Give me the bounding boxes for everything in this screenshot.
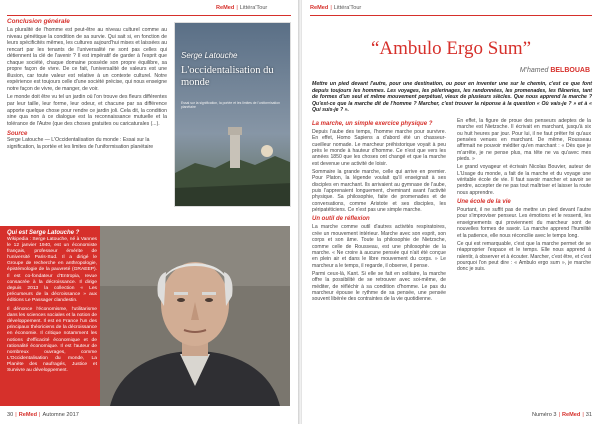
left-text-column [7, 18, 167, 150]
right-running-head: ReMed | Littéra'Tour [310, 5, 362, 11]
top-rule [7, 15, 291, 16]
section-heading: Une école de la vie [457, 199, 511, 206]
paragraph: La pluralité de l'homme est peut-être au niveau culturel comme au niveau génétique la condition de sa survie. Qui sait si, en fonction de leurs spécificités mêmes, les cultures aujourd'hui mises et laissées au rencart par les tenants de l'universalité ne sont pas celles qui détiennent la clé de l'avenir ? Il est impératif de garder à l'esprit que chaque société, chaque domaine possède son propre équilibre, sa propre façon de vivre. De ce fait, l'universalité de valeurs est une illusion, car toute valeur est relative à un contexte culturel. Notre expérience est toujours celle d'une société précise, qui nous enseigne notre façon de vivre, de manger, de voir. [7, 27, 167, 92]
paragraph: Pourtant, il ne suffit pas de mettre un pied devant l'autre pour s'improviser penseur. Les émotions et le ressenti, les enseignements qui proviennent du marcheur sont de nouvelles formes de savoir. La marche apprend l'humilité et la patience, elle nous réconcilie avec le temps long. [457, 207, 591, 239]
page-number: 30 [7, 412, 14, 418]
article-column-1 [312, 118, 446, 305]
paragraph: Depuis l'aube des temps, l'homme marche pour survivre. En effet, Homo Sapiens a d'abord été un chasseur-cueilleur nomade. Le marcheur préhistorique voyait à peu près le monde à hauteur d'homme. Ce n'est que vers les années 1850 que les choses ont changé et que la marche est devenue une activité de loisir. [312, 129, 446, 167]
source-text: Serge Latouche — L'Occidentalisation du monde : Essai sur la signification, la portée et les limites de l'uniformisation planétaire [7, 137, 154, 150]
right-footer: Numéro 3 | ReMed | 31 [531, 412, 592, 418]
cover-author: Serge Latouche [181, 51, 238, 60]
left-footer: 30 | ReMed | Automne 2017 [7, 412, 79, 418]
article-author: M'hamed BELBOUAB [519, 67, 590, 74]
cover-subtitle: Essai sur la signification, la portée et les limites de l'uniformisation planétaire [181, 101, 281, 109]
article-column-2 [457, 118, 591, 275]
section-heading: La marche, un simple exercice physique ? [312, 121, 433, 127]
paragraph: La marche comme outil d'autres activités respiratoires, crée un mouvement intérieur. Marche avec son esprit, son corps et son âme. Toute la philosophie de Nietzsche, comme celle de Rousseau, est une philosophie de la marche. « Ne croire à aucune pensée qui n'ait été conçue en plein air et dans le libre mouvement du corps. » Le marcheur a le temps, il regarde, il observe, il pense. [312, 224, 446, 269]
left-page [0, 0, 298, 424]
page-number: 31 [585, 412, 592, 418]
bio-paragraph: Il dénonce l'économisme, l'utilitarisme dans les sciences sociales et la notion de développement. Il est en France l'un des principaux théoriciens de la décroissance en économie. Il critique notamment les notions d'efficacité économique et de rationalité économique. Il est l'auteur de nombreux ouvrages, comme L'Occidentalisation du monde, La Planète des naufragés, Justice et Survivre au développement. [7, 307, 97, 373]
left-running-head: ReMed | Littéra'Tour [216, 5, 268, 11]
paragraph: Parmi ceux-là, Kant. Si elle se fait en solitaire, la marche offre la possibilité de se retrouver avec soi-même, de méditer, de réfléchir à sa condition d'homme. Le pas du marcheur épouse le rythme de sa pensée, une pensée souvent libérée des contraintes de la vie quotidienne. [312, 270, 446, 303]
cover-title: L'occidentalisation du monde [181, 65, 274, 88]
paragraph: En effet, la figure de proue des penseurs adeptes de la marche est Nietzsche. Il écrivait en marchant, jusqu'à six ou huit heures par jour. Pour lui, il ne faut prêter foi qu'aux pensées venues en marchant. De même, Rousseau affirmait ne pouvoir méditer qu'en marchant : « Dès que je m'arrête, je ne pense plus, ma tête ne va qu'avec mes pieds. » [457, 118, 591, 163]
portrait-image [100, 226, 290, 406]
paragraph: Ce qui est remarquable, c'est que la marche permet de se réapproprier l'espace et le temps. Elle nous apprend à ralentir, à observer et à écouter. Marcher, c'est être, et c'est pourquoi l'on peut dire : « Ambulo ergo sum », je marche donc je suis. [457, 240, 591, 273]
bio-text [7, 230, 97, 377]
paragraph: Le grand voyageur et écrivain Nicolas Bouvier, auteur de L'Usage du monde, a fait de la marche et du voyage une véritable école de vie. Il faut savoir marcher et savoir se perdre, accepter de ne pas tout maîtriser et laisser la route nous apprendre. [457, 164, 591, 196]
source-heading: Source [7, 131, 28, 138]
right-page [302, 0, 600, 424]
article-lead: Mettre un pied devant l'autre, pour une destination, ou pour en inventer une sur le chemin, c'est ce que font depuis toujours les hommes. Les voyages, les pèlerinages, les randonnées, les promenades, les flâneries, tant de formes d'un seul et même mouvement perpétuel, vieux de plusieurs siècles. Que nous apprend la marche ? Qu'est-ce que la marche dit de l'homme ? Marcher, c'est trouver la réponse à la question « Où vais-je ? » et à « Qui suis-je ? ». [312, 81, 592, 114]
bio-heading: Qui est Serge Latouche ? [7, 230, 80, 236]
article-title: “Ambulo Ergo Sum” [370, 38, 532, 59]
paragraph: Sommaire la grande marche, celle qui arrive en premier. Pour Platon, la légende voulait qu'il enseignait à ses disciples en marchant. Ils arrivaient au gymnase de l'aube, puis l'apprenaient longuement, cheminant avant l'activité physique. Sa philosophie, faite de promenades et de conversations, comme Aristote et ses disciples, les péripatéticiens. Ce n'est pas une simple marche. [312, 169, 446, 214]
section-heading: Un outil de réflexion [312, 216, 370, 223]
paragraph: Le monde doit être vu tel un jardin où l'on trouve des fleurs différentes par leur taille, leur forme, leur odeur, et chacune par sa différence apporte quelque chose pour rendre ce jardin joli. Cela dit, la condition sine qua non à ce dialogue est la reconnaissance mutuelle et la tolérance de l'Autre (que des choses gratuites ou caricaturales (...). [7, 94, 167, 127]
top-rule [310, 15, 592, 16]
bio-paragraph: Wikipedia : Serge Latouche, né à Vannes le 12 janvier 1940, est un économiste français, professeur émérite de l'université Paris-Sud. Il a dirigé le Groupe de recherche en anthropologie, épistémologie de la pauvreté (GRAEEP). Il est co-fondateur d'Entropia, revue consacrée à la décroissance. Il dirige depuis 2013 la collection « Les précurseurs de la décroissance » aux éditions Le Passager clandestin. [7, 237, 97, 303]
section-heading: Conclusion générale [7, 18, 70, 25]
author-portrait [100, 226, 290, 406]
book-cover [174, 22, 291, 207]
